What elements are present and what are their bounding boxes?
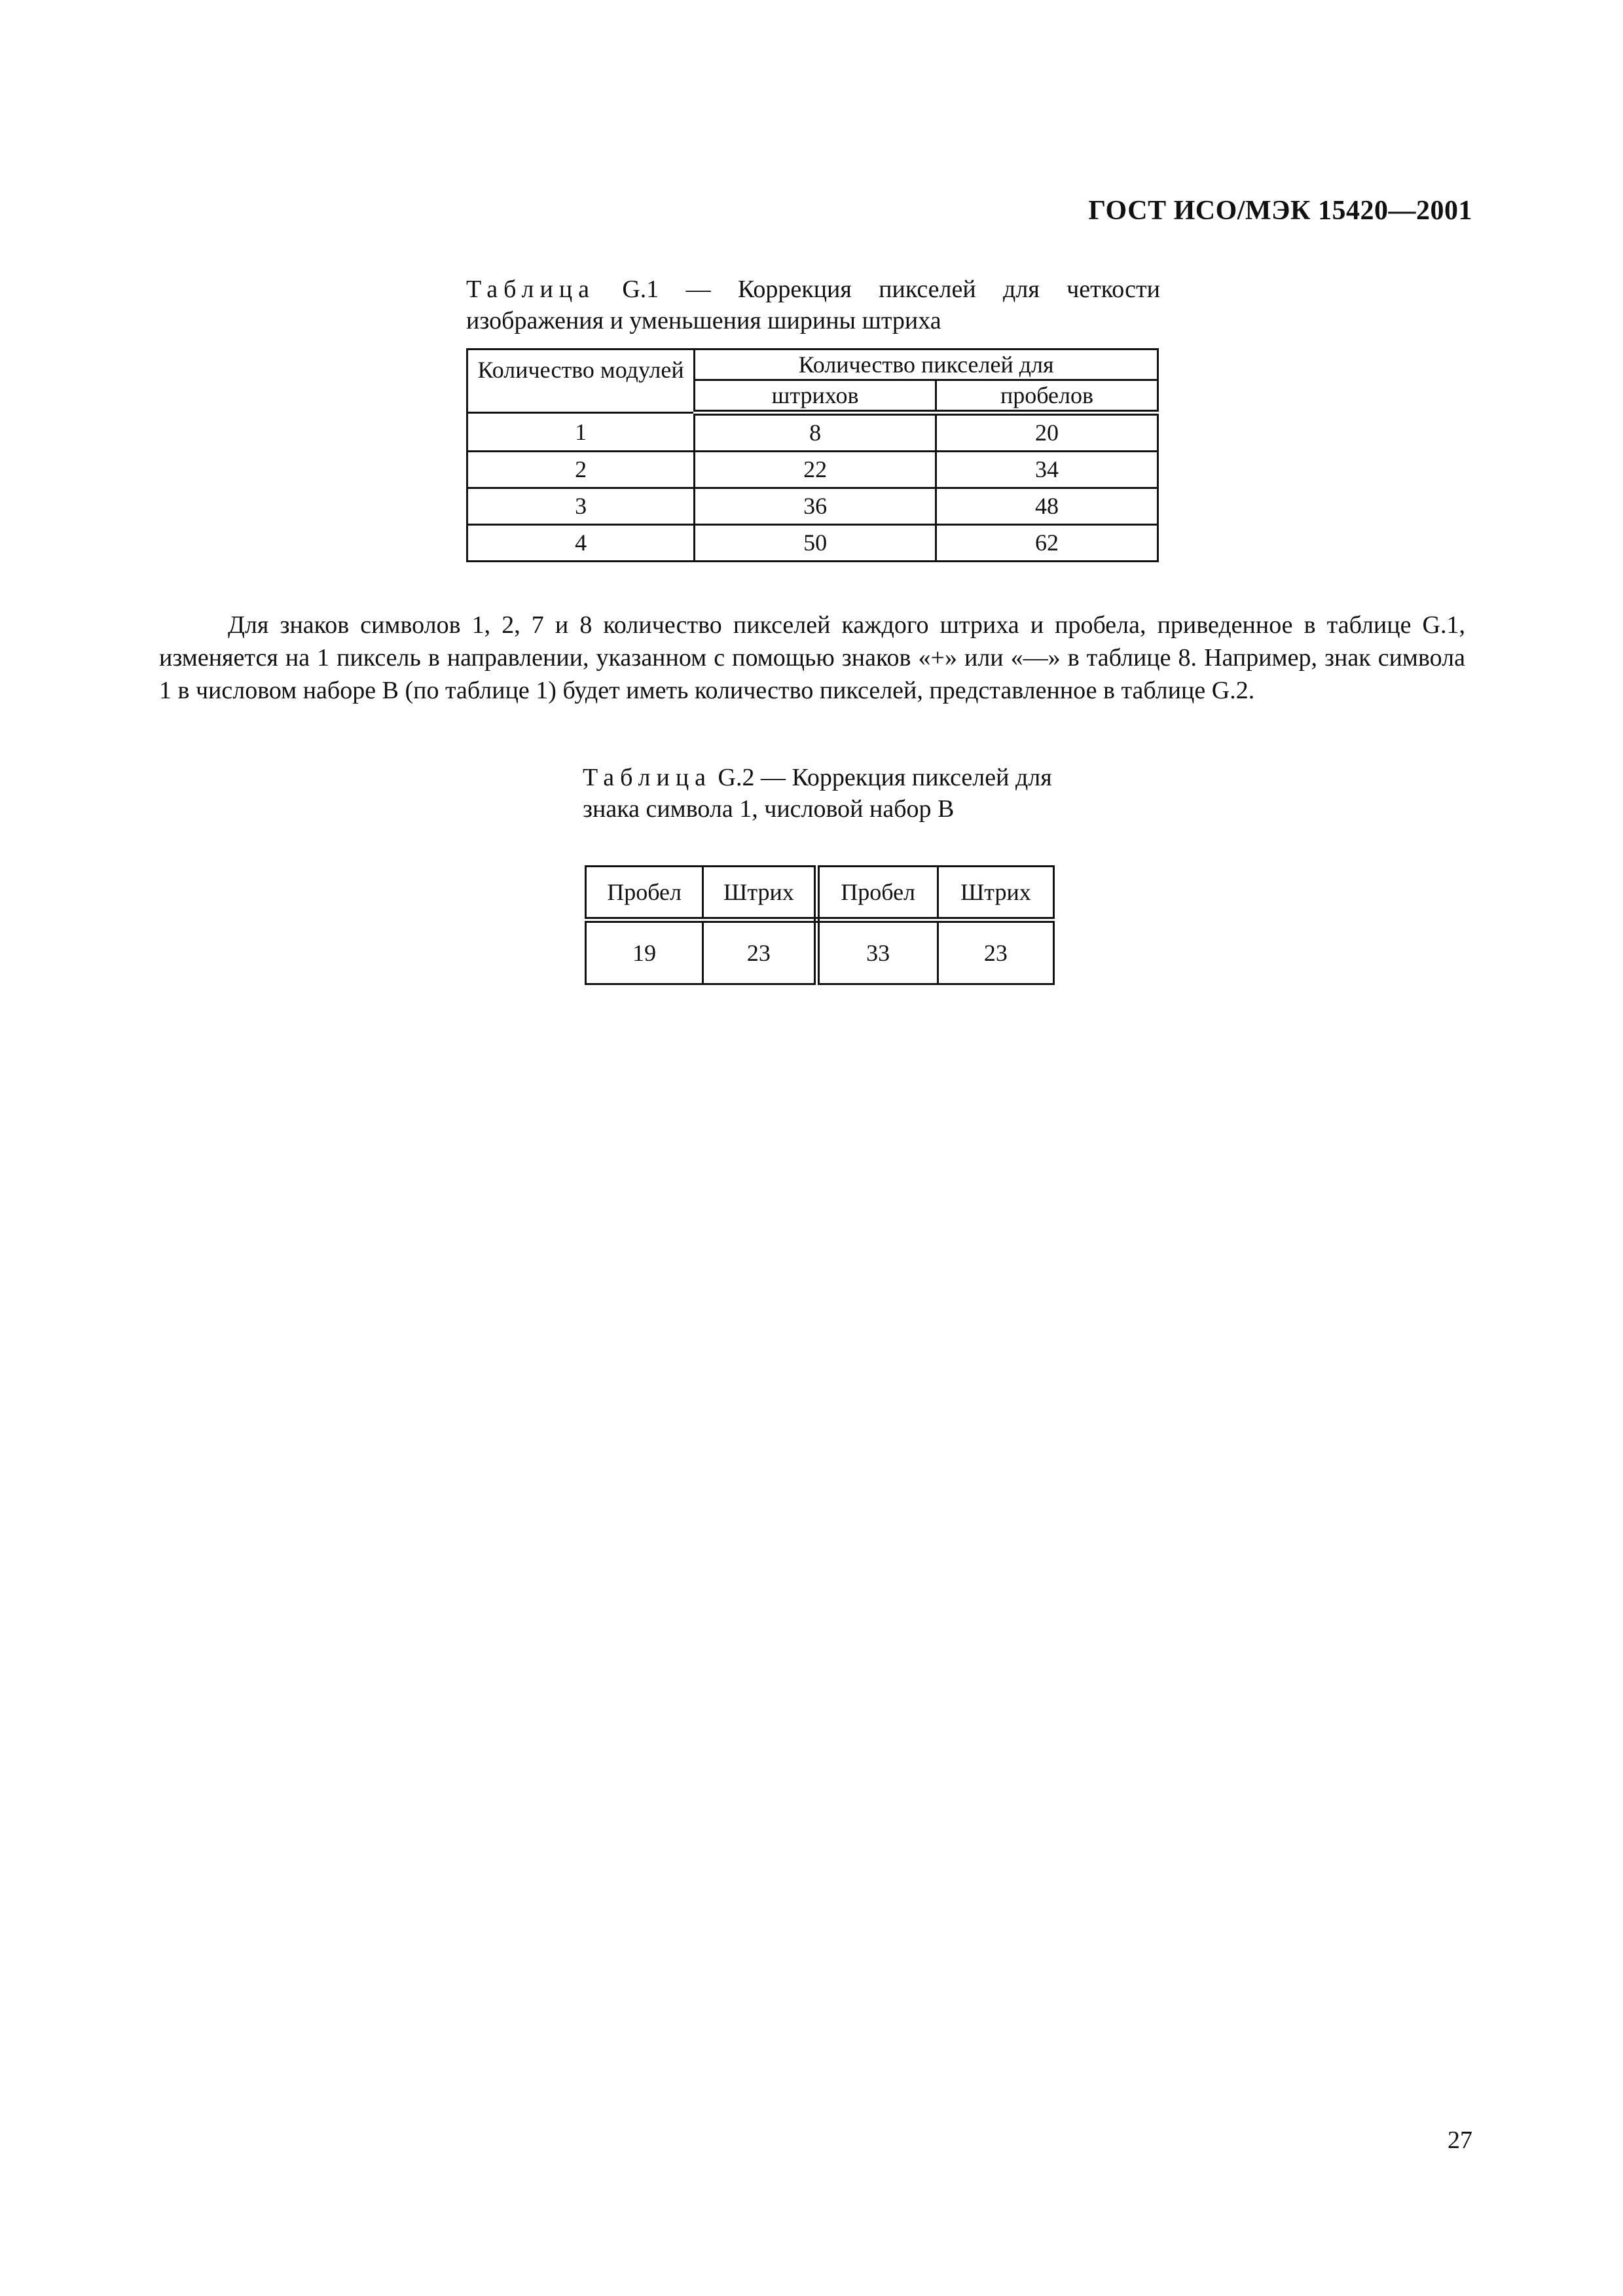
table-row xyxy=(586,920,1054,984)
table-g1-cell: 1 xyxy=(467,413,695,452)
table-g1-cell: 2 xyxy=(467,452,695,488)
table-g1-cell: 50 xyxy=(695,525,936,562)
table-g1-header-bars: штрихов xyxy=(695,380,936,413)
table-g1-cell: 62 xyxy=(936,525,1158,562)
table-g2-header-bar-2: Штрих xyxy=(938,867,1053,920)
table-g1-cell: 4 xyxy=(467,525,695,562)
table-row xyxy=(467,413,1158,452)
table-g1-cell: 8 xyxy=(695,413,936,452)
table-g2-caption-lead: Таблица xyxy=(583,764,712,791)
page-number: 27 xyxy=(1448,2126,1472,2154)
table-g2-cell: 19 xyxy=(586,920,703,984)
table-g2-caption xyxy=(583,762,1054,825)
table-g1-caption-lead: Таблица xyxy=(466,276,596,303)
table-g1-header-pixels-group: Количество пикселей для xyxy=(695,350,1158,380)
table-row xyxy=(467,488,1158,525)
table-g2 xyxy=(585,865,1055,985)
table-g2-cell: 23 xyxy=(938,920,1053,984)
table-g2-header-space-1: Пробел xyxy=(586,867,703,920)
table-g2-caption-text: G.2 — Коррекция пикселей для знака символа 1, числовой набор В xyxy=(583,764,1052,823)
table-g1-header-modules: Количество модулей xyxy=(467,350,695,413)
table-row xyxy=(467,525,1158,562)
table-g1-cell: 36 xyxy=(695,488,936,525)
table-g1 xyxy=(466,348,1159,562)
table-row xyxy=(467,452,1158,488)
table-g1-cell: 34 xyxy=(936,452,1158,488)
table-g2-header-bar-1: Штрих xyxy=(703,867,816,920)
table-g1-cell: 22 xyxy=(695,452,936,488)
table-g1-caption xyxy=(466,274,1160,336)
table-g1-cell: 3 xyxy=(467,488,695,525)
table-g1-header-spaces: пробелов xyxy=(936,380,1158,413)
table-g1-cell: 20 xyxy=(936,413,1158,452)
table-g2-cell: 33 xyxy=(816,920,938,984)
table-g2-header-space-2: Пробел xyxy=(816,867,938,920)
body-paragraph-text: Для знаков символов 1, 2, 7 и 8 количество пикселей каждого штриха и пробела, приведенное в таблице G.1, изменяется на 1 пиксель в направлении, указанном с помощью знаков «+» или «—» в таблице 8. Например, знак символа 1 в числовом наборе В (по таблице 1) будет иметь количество пикселей, представленное в таблице G.2. xyxy=(159,611,1465,704)
standard-code-header: ГОСТ ИСО/МЭК 15420—2001 xyxy=(1088,196,1472,226)
table-g2-cell: 23 xyxy=(703,920,816,984)
table-g1-cell: 48 xyxy=(936,488,1158,525)
table-g1-caption-text: G.1 — Коррекция пикселей для четкости изображения и уменьшения ширины штриха xyxy=(466,276,1160,334)
table-g1-body xyxy=(467,413,1158,562)
body-paragraph xyxy=(159,609,1465,707)
